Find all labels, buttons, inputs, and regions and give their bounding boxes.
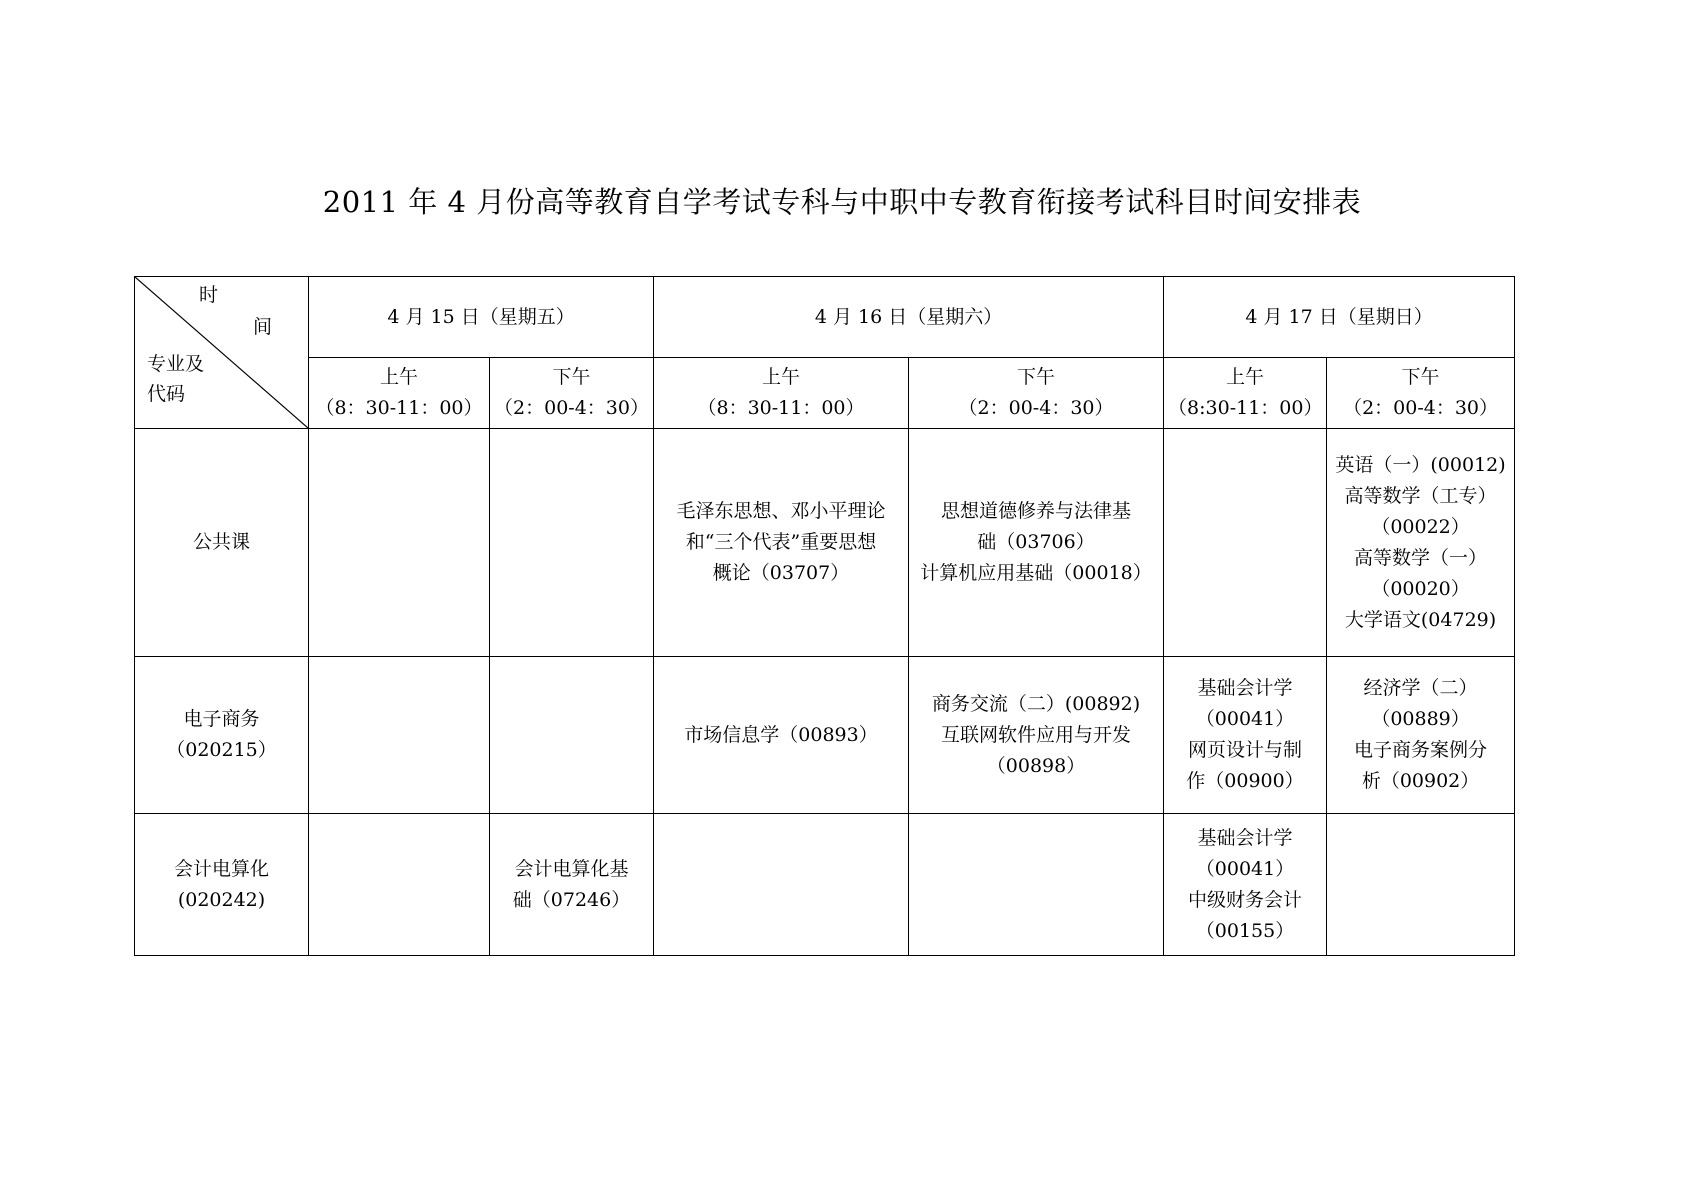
- corner-time-char-1: 时: [199, 284, 219, 306]
- session-header-3: [909, 358, 1164, 429]
- schedule-cell: [309, 814, 490, 956]
- session-time: （8：30-11：00）: [697, 397, 865, 419]
- session-header-4: [1164, 358, 1327, 429]
- course-line: 商务交流（二）(00892): [931, 692, 1141, 715]
- course-line: 经济学（二）: [1363, 677, 1478, 699]
- schedule-cell: [1327, 429, 1515, 657]
- schedule-cell: [309, 429, 490, 657]
- course-line: 网页设计与制: [1188, 739, 1303, 761]
- major-code: （020215）: [166, 739, 277, 761]
- course-line: （00020）: [1371, 577, 1470, 600]
- course-line: 电子商务案例分: [1354, 739, 1488, 761]
- session-label: 上午: [762, 366, 801, 388]
- session-time: （8：30-11：00）: [315, 397, 483, 419]
- corner-major-line-1: 专业及: [147, 353, 205, 375]
- schedule-cell: [1327, 657, 1515, 814]
- course-line: 中级财务会计: [1188, 888, 1303, 911]
- course-line: 大学语文(04729): [1344, 608, 1497, 631]
- session-header-2: [654, 358, 909, 429]
- major-line: 电子商务: [183, 708, 260, 730]
- session-time: （2：00-4：30）: [958, 397, 1114, 419]
- course-line: （00898）: [986, 754, 1086, 777]
- major-cell: [135, 814, 309, 956]
- major-line: 公共课: [192, 531, 250, 553]
- table-row-public-courses: [135, 429, 1515, 657]
- session-label: 下午: [1401, 366, 1440, 388]
- date-header-0: 4 月 15 日（星期五）: [309, 277, 654, 358]
- session-label: 下午: [552, 366, 591, 388]
- corner-major-line-2: 代码: [147, 383, 186, 405]
- major-cell: [135, 657, 309, 814]
- schedule-cell: [1327, 814, 1515, 956]
- corner-time-char-2: 间: [253, 316, 273, 338]
- course-line: 础（03706）: [977, 531, 1095, 553]
- course-line: 思想道德修养与法律基: [941, 500, 1132, 522]
- course-line: （00889）: [1371, 708, 1470, 730]
- course-line: 础（07246）: [512, 888, 631, 911]
- course-line: 会计电算化基: [514, 857, 629, 880]
- course-line: 作（00900）: [1186, 770, 1304, 792]
- course-line: 英语（一）(00012): [1335, 453, 1506, 476]
- session-time: （8:30-11：00）: [1168, 397, 1323, 419]
- page-title: 2011 年 4 月份高等教育自学考试专科与中职中专教育衔接考试科目时间安排表: [322, 185, 1362, 219]
- session-label: 上午: [379, 366, 418, 388]
- course-line: （00155）: [1195, 919, 1295, 942]
- session-label: 下午: [1017, 366, 1056, 388]
- schedule-cell: [909, 429, 1164, 657]
- schedule-cell: [1164, 657, 1327, 814]
- session-header-row: [135, 358, 1515, 429]
- schedule-cell: [909, 814, 1164, 956]
- course-line: 基础会计学: [1197, 677, 1293, 699]
- schedule-cell: [654, 429, 909, 657]
- date-header-1: 4 月 16 日（星期六）: [654, 277, 1164, 358]
- schedule-cell: [309, 657, 490, 814]
- date-header-2: 4 月 17 日（星期日）: [1164, 277, 1515, 358]
- course-line: 市场信息学（00893）: [684, 723, 878, 746]
- schedule-cell: [909, 657, 1164, 814]
- session-label: 上午: [1226, 366, 1265, 388]
- course-line: 和“三个代表”重要思想: [685, 531, 877, 553]
- schedule-cell: [654, 814, 909, 956]
- course-line: 基础会计学: [1197, 826, 1293, 849]
- course-line: 概论（03707）: [712, 562, 850, 584]
- major-code: (020242): [177, 888, 266, 911]
- exam-schedule-table: [134, 276, 1515, 956]
- course-line: 高等数学（一）: [1354, 546, 1488, 569]
- date-header-row: [135, 277, 1515, 358]
- schedule-cell: [1164, 814, 1327, 956]
- course-line: （00022）: [1371, 515, 1470, 538]
- course-line: 析（00902）: [1361, 770, 1480, 792]
- schedule-cell: [490, 657, 654, 814]
- session-time: （2：00-4：30）: [494, 397, 649, 419]
- course-line: 计算机应用基础（00018）: [920, 562, 1152, 584]
- schedule-cell: [1164, 429, 1327, 657]
- course-line: 互联网软件应用与开发: [941, 723, 1132, 746]
- schedule-cell: [490, 429, 654, 657]
- course-line: 高等数学（工专）: [1344, 484, 1497, 507]
- course-line: 毛泽东思想、邓小平理论: [676, 500, 886, 522]
- major-cell: [135, 429, 309, 657]
- session-header-0: [309, 358, 490, 429]
- course-line: （00041）: [1195, 708, 1295, 730]
- table-row-computerized-accounting: [135, 814, 1515, 956]
- session-header-5: [1327, 358, 1515, 429]
- major-line: 会计电算化: [173, 857, 269, 880]
- session-time: （2：00-4：30）: [1343, 397, 1499, 419]
- corner-major-label: [147, 349, 204, 409]
- schedule-cell: [490, 814, 654, 956]
- table-row-e-commerce: [135, 657, 1515, 814]
- corner-header-cell: [135, 277, 309, 429]
- session-header-1: [490, 358, 654, 429]
- schedule-cell: [654, 657, 909, 814]
- course-line: （00041）: [1195, 857, 1295, 880]
